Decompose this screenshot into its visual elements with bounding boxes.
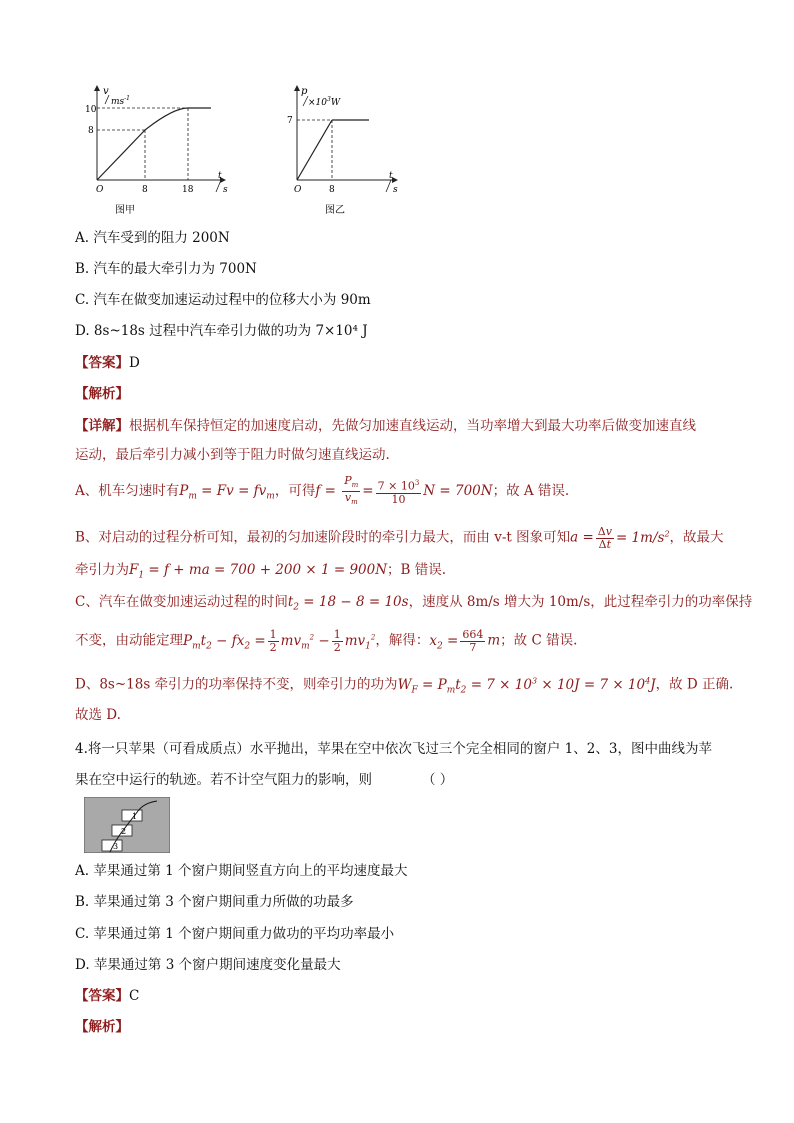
q3-detail-line2: 运动，最后牵引力减小到等于阻力时做匀速直线运动.	[75, 447, 390, 463]
q4-stem-line2: 果在空中运行的轨迹。若不计空气阻力的影响，则 （ ）	[75, 772, 454, 788]
graph-jia-origin: O	[96, 185, 104, 195]
graph-jia	[85, 82, 235, 222]
q3-answer	[75, 354, 140, 372]
q3-answer-value: D	[129, 355, 140, 371]
graph-yi-origin: O	[294, 185, 302, 195]
formula-frac-dv-dt: $\frac{\Delta v}{\Delta t}$	[597, 524, 612, 551]
graph-yi-y-unit: ×10	[308, 98, 327, 108]
graph-yi-x-unit: s	[393, 185, 398, 195]
q3-solution-b-line1: B、对启动的过程分析可知，最初的匀加速阶段时的牵引力最大，而由 v-t 图象可知a = $\frac{\Delta v}{\Delta t}$ = $1m/s^2$，故最大	[75, 524, 724, 551]
q4-option-d: D. 苹果通过第 3 个窗户期间速度变化量最大	[75, 957, 341, 973]
q4-windows-figure	[84, 797, 170, 853]
graph-jia-y-axis-label: v	[103, 86, 109, 97]
q3-solution-c-line2: 不变，由动能定理$P_mt_2 - fx_2$ = $\frac{1}{2}$ $mv_m^2$ − $\frac{1}{2}$ $mv_1^2$，解得：$x_2$ = $\frac{664}{7}$ m；故 C 错误.	[75, 627, 578, 654]
graph-yi-x-tick-8: 8	[329, 185, 335, 195]
graph-jia-caption: 图甲	[115, 205, 135, 216]
graph-jia-x-tick-18: 18	[182, 185, 194, 195]
graph-jia-x-axis-label: t	[218, 171, 222, 181]
graph-jia-x-tick-8: 8	[142, 185, 148, 195]
q4-answer	[75, 987, 139, 1005]
q4-window-label-2: 2	[121, 827, 127, 836]
q3-option-c: C. 汽车在做变加速运动过程中的位移大小为 90m	[75, 292, 371, 308]
q4-window-label-3: 3	[113, 842, 119, 851]
q3-detail-label: 【详解】	[75, 418, 129, 434]
graph-yi	[285, 82, 405, 222]
q4-analysis-label: 【解析】	[75, 1019, 129, 1035]
q4-answer-bracket: （ ）	[422, 772, 454, 788]
q3-conclusion: 故选 D.	[75, 707, 121, 723]
q4-option-b: B. 苹果通过第 3 个窗户期间重力所做的功最多	[75, 894, 354, 910]
q4-window-label-1: 1	[132, 812, 138, 821]
graph-jia-x-unit: s	[223, 185, 228, 195]
graph-jia-y-unit: ms	[111, 97, 125, 107]
q3-detail-line1: 【详解】根据机车保持恒定的加速度启动，先做匀加速直线运动，当功率增大到最大功率后做变加速直线	[75, 418, 696, 434]
svg-text:×103W	[308, 96, 341, 108]
graph-jia-y-unit-exp: -1	[124, 95, 131, 102]
q3-option-b: B. 汽车的最大牵引力为 700N	[75, 261, 257, 277]
graph-yi-y-axis-label: p	[301, 86, 308, 97]
q3-solution-b-line2: 牵引力为$F_1 = f$ + ma = 700 + 200 × 1 = 900N；B 错误.	[75, 562, 447, 581]
graph-jia-tick-8: 8	[88, 126, 94, 136]
formula-frac-pm-vm: $\frac{P_m}{v_m}$	[344, 474, 359, 507]
graph-yi-tick-7: 7	[287, 116, 293, 126]
q3-option-d: D. 8s~18s 过程中汽车牵引力做的功为 7×10⁴ J	[75, 323, 368, 339]
q3-answer-label: 【答案】	[75, 355, 129, 371]
q4-answer-value: C	[129, 988, 140, 1004]
q4-stem-line1: 4.将一只苹果（可看成质点）水平抛出，苹果在空中依次飞过三个完全相同的窗户 1、2、3，图中曲线为苹	[75, 741, 712, 757]
graph-yi-y-unit-exp: 3	[327, 96, 331, 103]
graph-jia-tick-10: 10	[85, 105, 97, 115]
q4-option-a: A. 苹果通过第 1 个窗户期间竖直方向上的平均速度最大	[75, 863, 408, 879]
formula-frac-7e3-10: $\frac{7 \times 10^3}{10}$	[377, 479, 420, 507]
q3-option-a: A. 汽车受到的阻力 200N	[75, 230, 230, 246]
q3-analysis-label: 【解析】	[75, 386, 129, 402]
graph-yi-y-unit-suffix: W	[330, 98, 341, 108]
svg-text:ms-1	[111, 95, 130, 107]
graph-yi-caption: 图乙	[325, 205, 345, 216]
q3-solution-c-line1: C、汽车在做变加速运动过程的时间$t_2 = 18 - 8 = 10s$，速度从 8m/s 增大为 10m/s，此过程牵引力的功率保持	[75, 594, 753, 613]
graph-yi-x-axis-label: t	[389, 171, 393, 181]
q4-option-c: C. 苹果通过第 1 个窗户期间重力做功的平均功率最小	[75, 926, 395, 942]
q3-solution-a: A、机车匀速时有$P_m = Fv = fv_m$，可得f = $\frac{P_m}{v_m}$ = $\frac{7 \times 10^3}{10}$ N = 700N；故 A 错误.	[75, 474, 570, 507]
q3-solution-d: D、8s~18s 牵引力的功率保持不变，则牵引力的功为$W_F = P_mt_2 = 7 \times 10^3 \times 10J = 7 \times 10^4J$，故 D 正确.	[75, 676, 734, 696]
q4-answer-label: 【答案】	[75, 988, 129, 1004]
